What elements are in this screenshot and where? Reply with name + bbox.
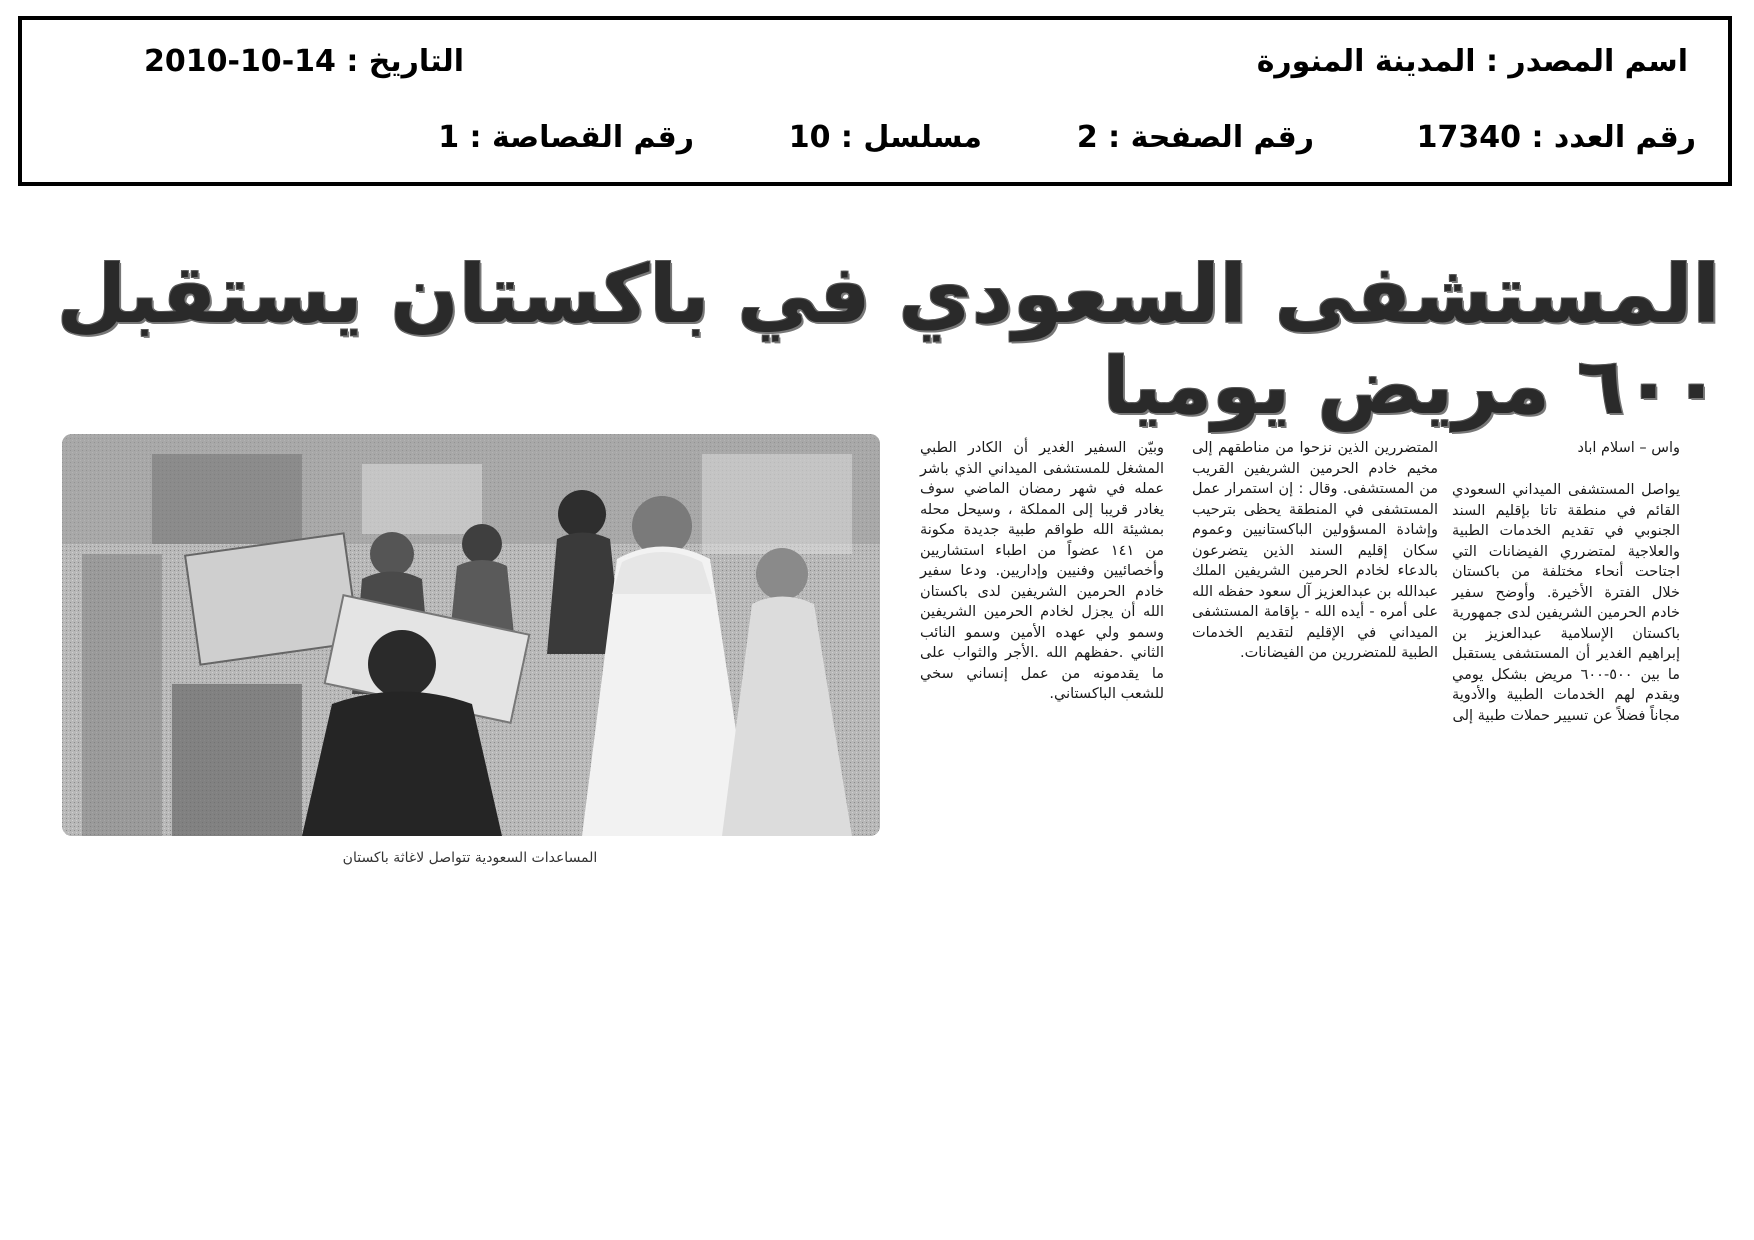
photo-caption: المساعدات السعودية تتواصل لاغاثة باكستان <box>342 850 598 866</box>
issue-number: رقم العدد : 17340 <box>1416 120 1696 155</box>
clipping-date: التاريخ : 14-10-2010 <box>143 44 464 79</box>
article-byline: واس – اسلام اباد <box>1577 440 1680 456</box>
page-number: رقم الصفحة : 2 <box>1076 120 1314 155</box>
article-column-1 <box>1452 480 1680 726</box>
serial-number: مسلسل : 10 <box>788 120 982 155</box>
article-photo <box>62 434 880 836</box>
article-column-2-text: المتضررين الذين نزحوا من مناطقهم إلى مخيم خادم الحرمين الشريفين القريب من المستشفى. وقال : إن استمرار عمل المستشفى في المنطقة يحظى بترحيب وإشادة المسؤولين الباكستانيين وعموم سكان إقليم السند الذين يتضرعون بالدعاء لخادم الحرمين الشريفين الملك عبدالله بن عبدالعزيز آل سعود حفظه الله على أمره - أيده الله - بإقامة المستشفى الميداني في الإقليم لتقديم الخدمات الطبية للمتضررين من الفيضانات. <box>1192 440 1438 661</box>
headline-line-1: المستشفى السعودي في باكستان يستقبل <box>56 248 1720 341</box>
article-column-3-text: وبيّن السفير الغدير أن الكادر الطبي المشغل للمستشفى الميداني الذي باشر عمله في شهر رمضان الماضي سوف يغادر قريبا إلى المملكة ، وسيحل محله بمشيئة الله طواقم طبية جديدة مكونة من ١٤١ عضواً من اطباء استشاريين وأخصائيين وفنيين وإداريين. ودعا سفير خادم الحرمين الشريفين لدى باكستان الله أن يجزل لخادم الحرمين الشريفين وسمو ولي عهده الأمين وسمو النائب الثاني .حفظهم الله .الأجر والثواب على ما يقدمونه من عمل إنساني سخي للشعب الباكستاني. <box>920 440 1164 702</box>
headline-line-2: ٦٠٠ مريض يوميا <box>1102 342 1720 432</box>
clipping-header-box <box>18 16 1732 186</box>
photo-illustration <box>62 434 880 836</box>
article-column-1-text: يواصل المستشفى الميداني السعودي القائم في منطقة تاتا بإقليم السند الجنوبي في تقديم الخدمات الطبية والعلاجية لمتضرري الفيضانات التي اجتاحت أنحاء مختلفة من باكستان خلال الفترة الأخيرة. وأوضح سفير خادم الحرمين الشريفين لدى جمهورية باكستان الإسلامية عبدالعزيز بن إبراهيم الغدير أن المستشفى يستقبل ما بين ٥٠٠-٦٠٠ مريض بشكل يومي ويقدم لهم الخدمات الطبية والأدوية مجاناً فضلاً عن تسيير حملات طبية إلى <box>1452 482 1680 724</box>
article-column-2 <box>1192 438 1438 664</box>
source-name: اسم المصدر : المدينة المنورة <box>1256 44 1688 79</box>
article-column-3 <box>920 438 1164 705</box>
clipping-number: رقم القصاصة : 1 <box>438 120 694 155</box>
